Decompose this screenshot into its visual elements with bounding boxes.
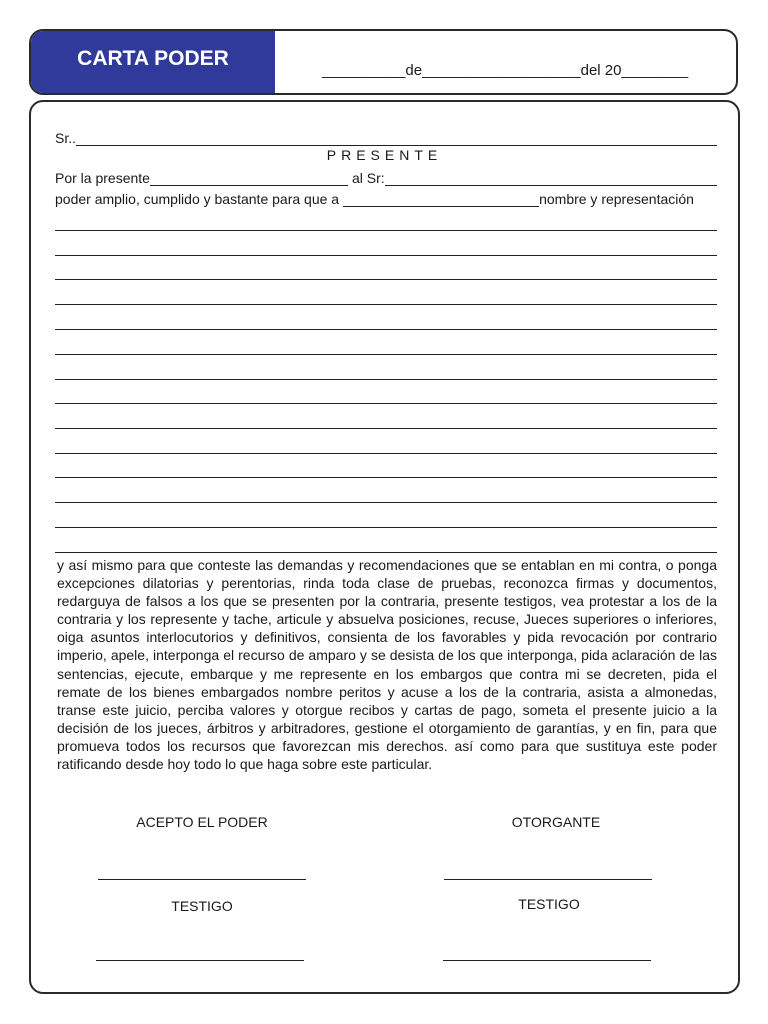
otorgante-blank[interactable] bbox=[150, 171, 348, 186]
date-line: __________de___________________del 20________ bbox=[322, 62, 689, 79]
sr-label: Sr.. bbox=[55, 130, 77, 146]
otorgante-label: OTORGANTE bbox=[511, 814, 601, 830]
por-la-presente-label: Por la presente bbox=[55, 170, 150, 186]
document-title: CARTA PODER bbox=[31, 31, 275, 93]
writing-line[interactable] bbox=[55, 354, 717, 355]
por-la-presente-row bbox=[55, 170, 717, 186]
writing-line[interactable] bbox=[55, 527, 717, 528]
powers-paragraph: y así mismo para que conteste las demandas y recomendaciones que se entablan en mi contra, o ponga excepciones dilatorias y perentorias, rinda toda clase de pruebas, reconozca firmas y documentos, redarguya de falsos a los que se presenten por la contraria, presente testigos, vea protestar a los de la contraria y los represente y tache, articule y absuelva posiciones, recuse, Jueces superiores o inferiores, oiga asuntos interlocutorios y definitivos, consienta de los favorables y pida revocación por contrario imperio, apele, interponga el recurso de amparo y se desista de los que interponga, pida aclaración de las sentencias, ejecute, embarque y me represente en los embargos que contra mi se decreten, pida el remate de los bienes embargados nombre peritos y acuse a los de la contraria, asista a almonedas, transe este juicio, perciba valores y otorgue recibos y cartas de pago, someta el presente juicio a la decisión de los jueces, árbitros y arbitradores, gestione el otorgamiento de garantías, y en fin, para que promueva todos los recursos que favorezcan mis derechos. así como para que sustituya este poder ratificando desde hoy todo lo que haga sobre este particular. bbox=[57, 557, 717, 773]
testigo-right-signature-line[interactable] bbox=[443, 960, 651, 961]
otorgante-signature-line[interactable] bbox=[444, 879, 652, 880]
acepto-el-poder-label: ACEPTO EL PODER bbox=[136, 814, 268, 830]
nombre-representacion-label: nombre y representación bbox=[539, 191, 694, 207]
al-sr-blank[interactable] bbox=[385, 171, 717, 186]
sr-row bbox=[55, 130, 717, 146]
writing-line[interactable] bbox=[55, 552, 717, 553]
writing-line[interactable] bbox=[55, 329, 717, 330]
presente-heading: PRESENTE bbox=[326, 147, 443, 163]
testigo-left-label: TESTIGO bbox=[171, 898, 233, 914]
sr-blank[interactable] bbox=[76, 131, 717, 146]
al-sr-label: al Sr: bbox=[351, 170, 385, 186]
representative-blank[interactable] bbox=[343, 192, 539, 207]
writing-line[interactable] bbox=[55, 502, 717, 503]
poder-amplio-row bbox=[55, 191, 717, 207]
writing-line[interactable] bbox=[55, 428, 717, 429]
writing-line[interactable] bbox=[55, 304, 717, 305]
writing-line[interactable] bbox=[55, 403, 717, 404]
testigo-left-signature-line[interactable] bbox=[96, 960, 304, 961]
writing-line[interactable] bbox=[55, 453, 717, 454]
writing-line[interactable] bbox=[55, 255, 717, 256]
writing-line[interactable] bbox=[55, 279, 717, 280]
testigo-right-label: TESTIGO bbox=[518, 896, 580, 912]
writing-line[interactable] bbox=[55, 230, 717, 231]
acepto-signature-line[interactable] bbox=[98, 879, 306, 880]
writing-line[interactable] bbox=[55, 477, 717, 478]
form-body bbox=[29, 100, 740, 994]
poder-amplio-label: poder amplio, cumplido y bastante para que a bbox=[55, 191, 340, 207]
writing-line[interactable] bbox=[55, 379, 717, 380]
header-box bbox=[29, 29, 738, 95]
